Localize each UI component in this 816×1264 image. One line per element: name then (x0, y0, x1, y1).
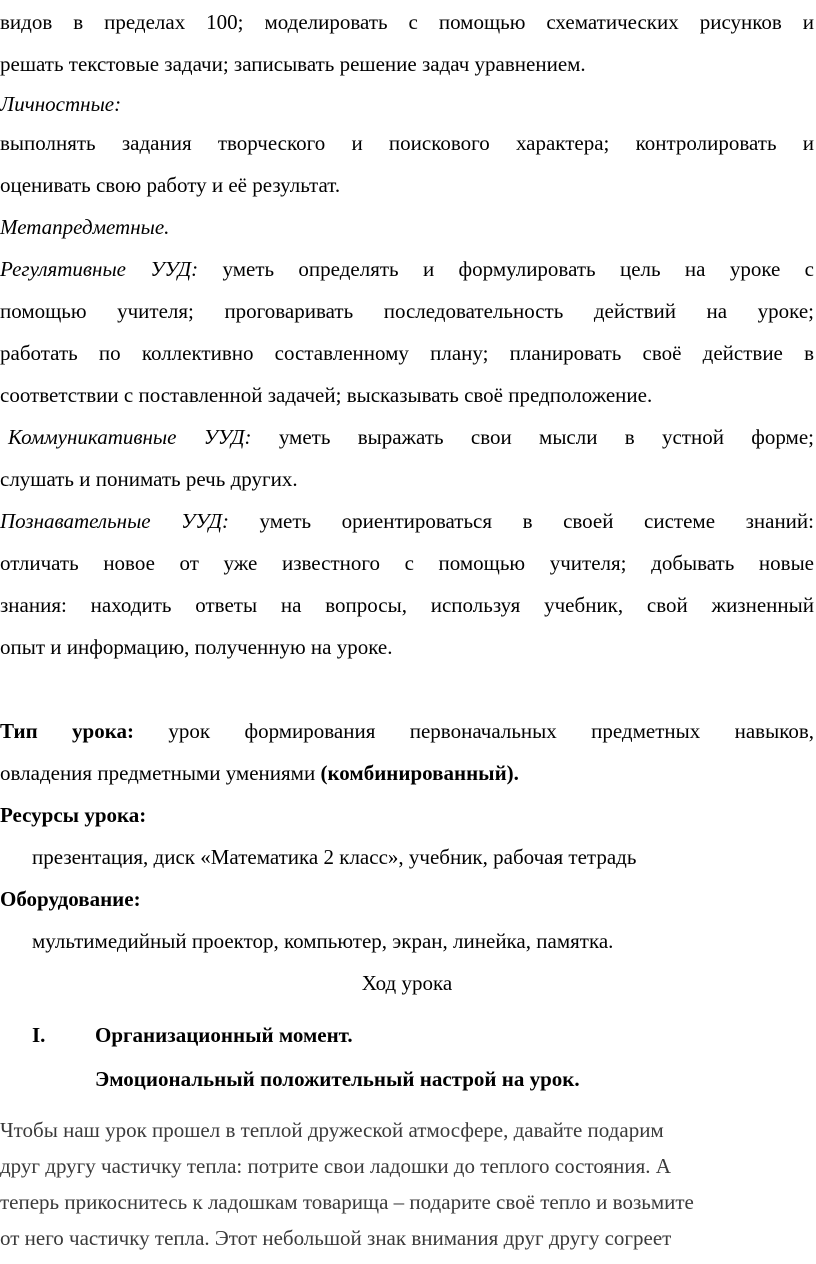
text-line: помощью учителя; проговаривать последовательность действий на уроке; (0, 299, 814, 323)
text-line (0, 752, 814, 794)
text-span: уметь определять и формулировать цель на уроке с (198, 257, 815, 281)
text-line: презентация, диск «Математика 2 класс», учебник, рабочая тетрадь (32, 845, 637, 869)
text-line (0, 500, 814, 542)
paragraph-lesson-type (0, 710, 814, 752)
text-line: выполнять задания творческого и поискового характера; контролировать и (0, 131, 814, 155)
text-span: овладения предметными умениями (0, 761, 321, 785)
section-label: Метапредметные. (0, 215, 170, 239)
text-span: уметь ориентироваться в своей системе знаний: (228, 509, 814, 533)
text-line: решать текстовые задачи; записывать решение задач уравнением. (0, 52, 586, 76)
text-span: уметь выражать свои мысли в устной форме; (251, 425, 814, 449)
paragraph-personal (0, 122, 814, 206)
section-label: Личностные: (0, 92, 122, 116)
paragraph-closing (0, 1112, 814, 1256)
paragraph-regulative (0, 248, 814, 416)
text-line: теперь прикоснитесь к ладошкам товарища – подарите своё тепло и возьмите (0, 1190, 694, 1214)
section-1-subheading (0, 1058, 814, 1100)
lesson-type-label: Тип урока: (0, 719, 135, 743)
paragraph-skills (0, 1, 814, 85)
paragraph-communicative-cont (0, 458, 814, 500)
section-number: I. (32, 1023, 46, 1047)
label-personal (0, 83, 814, 125)
course-title (0, 962, 814, 1004)
text-line (0, 248, 814, 290)
text-line: Чтобы наш урок прошел в теплой дружеской атмосфере, давайте подарим (0, 1118, 664, 1142)
label-meta (0, 206, 814, 248)
cognitive-label: Познавательные УУД: (0, 509, 229, 533)
section-label: Ресурсы урока: (0, 803, 147, 827)
text-line: друг другу частичку тепла: потрите свои ладошки до теплого состояния. А (0, 1154, 671, 1178)
regulative-label: Регулятивные УУД: (0, 257, 199, 281)
lesson-type-kind: (комбинированный). (320, 761, 519, 785)
resources-text (0, 836, 814, 878)
paragraph-lesson-type-cont (0, 752, 814, 794)
text-line: мультимедийный проектор, компьютер, экран, линейка, памятка. (32, 929, 614, 953)
section-label: Оборудование: (0, 887, 141, 911)
text-line: знания: находить ответы на вопросы, используя учебник, свой жизненный (0, 593, 814, 617)
text-line (8, 416, 814, 458)
text-line: отличать новое от уже известного с помощью учителя; добывать новые (0, 551, 814, 575)
text-line (0, 710, 814, 752)
communicative-label: Коммуникативные УУД: (8, 425, 252, 449)
paragraph-cognitive (0, 500, 814, 668)
text-line: опыт и информацию, полученную на уроке. (0, 635, 393, 659)
heading: Ход урока (361, 971, 453, 995)
resources-label (0, 794, 814, 836)
text-span: урок формирования первоначальных предметных навыков, (134, 719, 814, 743)
text-line: от него частичку тепла. Этот небольшой знак внимания друг другу согреет (0, 1226, 672, 1250)
text-line: слушать и понимать речь других. (0, 467, 298, 491)
section-subtitle: Эмоциональный положительный настрой на урок. (95, 1067, 580, 1091)
equipment-label (0, 878, 814, 920)
text-line: соответствии с поставленной задачей; высказывать своё предположение. (0, 383, 653, 407)
section-title: Организационный момент. (95, 1023, 353, 1047)
text-line: работать по коллективно составленному плану; планировать своё действие в (0, 341, 814, 365)
text-line: оценивать свою работу и её результат. (0, 173, 341, 197)
text-line: видов в пределах 100; моделировать с помощью схематических рисунков и (0, 10, 814, 34)
paragraph-communicative (0, 416, 814, 458)
equipment-text (0, 920, 814, 962)
section-1-heading (0, 1014, 814, 1056)
